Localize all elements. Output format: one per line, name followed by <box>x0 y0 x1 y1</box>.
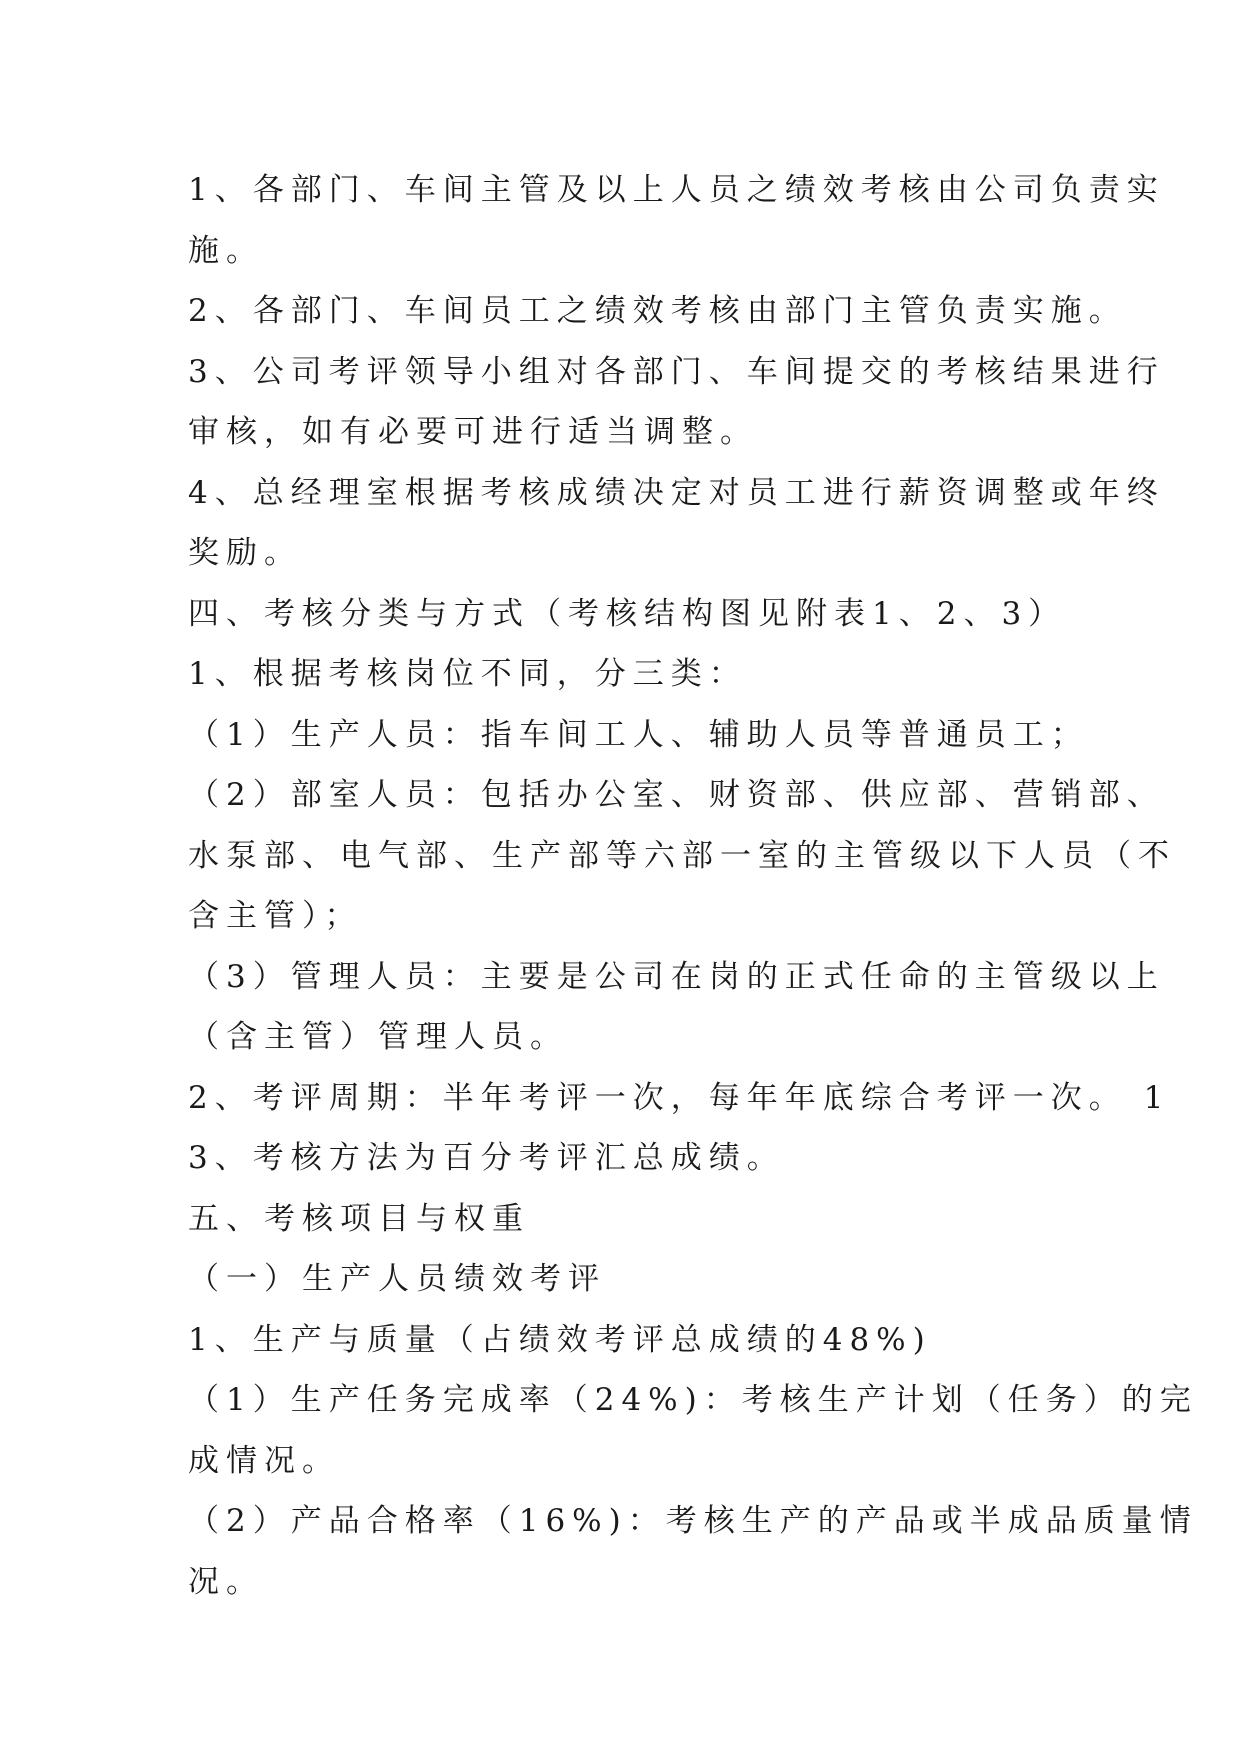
section-heading: 四、考核分类与方式（考核结构图见附表1、2、3） <box>188 595 1067 632</box>
text-line: 成情况。 <box>188 1442 340 1479</box>
text-line: 况。 <box>188 1563 264 1600</box>
text-line: 1、生产与质量（占绩效考评总成绩的48%) <box>188 1321 932 1358</box>
text-line: 水泵部、电气部、生产部等六部一室的主管级以下人员（不 <box>188 837 1176 874</box>
text-line: 奖励。 <box>188 535 302 571</box>
text-line: 含主管）； <box>188 898 363 934</box>
document-body <box>188 160 1198 1612</box>
text-line: 3、考核方法为百分考评汇总成绩。 <box>188 1140 785 1176</box>
subsection-heading: （一）生产人员绩效考评 <box>188 1261 606 1297</box>
text-line: 2、考评周期：半年考评一次，每年年底综合考评一次。 1 <box>188 1079 1171 1116</box>
text-line: （1）生产人员：指车间工人、辅助人员等普通员工； <box>188 716 1089 753</box>
text-line: （2）部室人员：包括办公室、财资部、供应部、营销部、 <box>188 777 1165 813</box>
section-heading: 五、考核项目与权重 <box>188 1200 530 1237</box>
text-line: （3）管理人员：主要是公司在岗的正式任命的主管级以上 <box>188 958 1165 995</box>
text-line: 1、根据考核岗位不同，分三类： <box>188 656 747 692</box>
text-line: （1）生产任务完成率（24%)：考核生产计划（任务）的完 <box>188 1382 1198 1418</box>
text-line: 3、公司考评领导小组对各部门、车间提交的考核结果进行 <box>188 353 1165 390</box>
text-line: （2）产品合格率（16%)：考核生产的产品或半成品质量情 <box>188 1503 1198 1539</box>
text-line: 2、各部门、车间员工之绩效考核由部门主管负责实施。 <box>188 293 1127 329</box>
text-line: （含主管）管理人员。 <box>188 1019 568 1055</box>
text-line: 施。 <box>188 232 264 269</box>
text-line: 审核，如有必要可进行适当调整。 <box>188 414 758 450</box>
text-line: 4、总经理室根据考核成绩决定对员工进行薪资调整或年终 <box>188 474 1165 511</box>
text-line: 1、各部门、车间主管及以上人员之绩效考核由公司负责实 <box>188 172 1165 208</box>
